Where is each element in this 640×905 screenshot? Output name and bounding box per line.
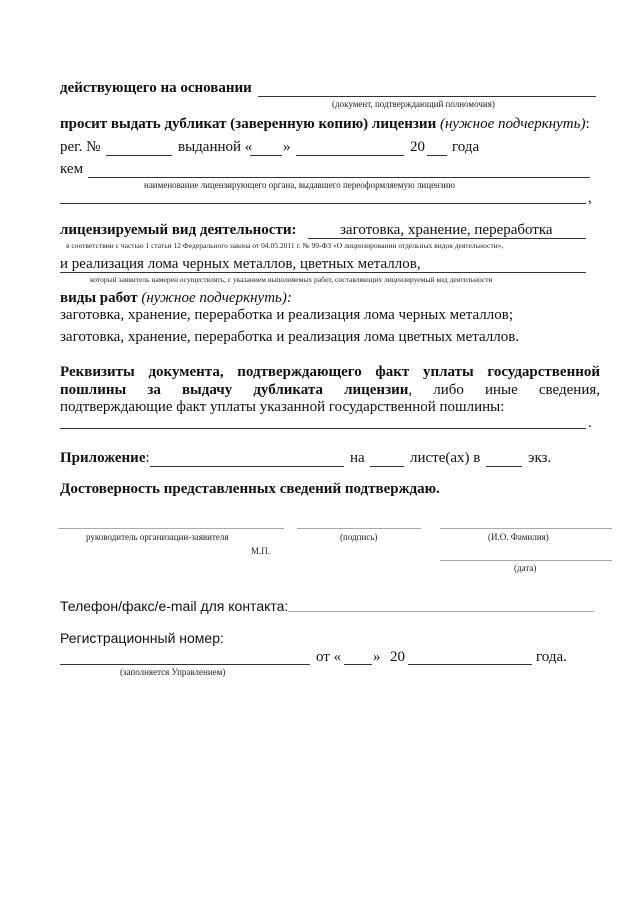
issued-by-comma: , [588, 190, 592, 206]
activity-caption-2: который заявитель намерен осуществлять, с указанием выполняемых работ, составляющих лицензируемый вид деятельности [90, 275, 493, 284]
registration-day-field[interactable] [344, 664, 372, 665]
activity-field-2[interactable] [60, 272, 586, 273]
full-name-field[interactable] [440, 528, 612, 529]
issued-year-field[interactable] [427, 155, 447, 156]
registration-year-field[interactable] [408, 664, 532, 665]
issued-by-caption: наименование лицензирующего органа, выдавшего переоформляемую лицензию [144, 180, 455, 190]
attachment-copies-label: экз. [528, 450, 552, 466]
request-text: просит выдать дубликат (заверенную копию) лицензии [60, 116, 437, 132]
signature-caption: (подпись) [340, 532, 378, 542]
issued-by-label: кем [60, 161, 84, 177]
payment-line-3: подтверждающие факт уплаты указанной государственной пошлины: [60, 399, 505, 415]
issued-year-label: года [452, 139, 480, 155]
payment-line-1: Реквизиты документа, подтверждающего факт уплаты государственной [60, 364, 600, 380]
attachment-label-wrap [60, 450, 150, 467]
date-caption: (дата) [514, 563, 537, 573]
activity-label: лицензируемый вид деятельности: [60, 222, 297, 238]
activity-value-1: заготовка, хранение, переработка [340, 222, 553, 238]
issued-day-field[interactable] [250, 155, 282, 156]
role-field[interactable] [58, 528, 284, 529]
payment-field[interactable] [60, 428, 586, 429]
signature-field[interactable] [297, 528, 421, 529]
activity-caption-1: в соответствии с частью 1 статьи 12 Федерального закона от 04.05.2011 г. № 99-ФЗ «О лицензировании отдельных видов деятельности», [66, 241, 504, 250]
registration-number-field[interactable] [60, 664, 310, 665]
payment-period: . [588, 415, 592, 431]
payment-line-2 [60, 381, 600, 399]
issued-by-field[interactable] [88, 177, 590, 178]
attachment-on-label: на [350, 450, 365, 466]
attachment-colon: : [145, 450, 150, 466]
registration-year-prefix: 20 [390, 649, 405, 665]
activity-value-2: и реализация лома черных металлов, цветных металлов, [60, 256, 421, 272]
works-heading [60, 290, 292, 307]
attachment-sheets-field[interactable] [370, 466, 404, 467]
activity-field-1[interactable] [308, 238, 586, 239]
acting-basis-field[interactable] [258, 96, 596, 97]
registration-caption: (заполняется Управлением) [120, 667, 226, 677]
role-caption: руководитель организации-заявителя [86, 532, 229, 542]
acting-basis-caption: (документ, подтверждающий полномочия) [332, 99, 495, 109]
works-item-ferrous[interactable]: заготовка, хранение, переработка и реализация лома черных металлов; [60, 307, 513, 323]
issued-label: выданной « [178, 139, 253, 155]
reg-number-field[interactable] [106, 155, 172, 156]
contact-field[interactable] [288, 611, 594, 612]
full-name-caption: (И.О. Фамилия) [488, 532, 549, 542]
registration-quote-close: » [373, 649, 381, 665]
date-field[interactable] [440, 560, 612, 561]
attachment-field[interactable] [150, 466, 344, 467]
issued-quote-close: » [283, 139, 291, 155]
issued-by-field-2[interactable] [60, 203, 586, 204]
registration-year-label: года. [536, 649, 567, 665]
registration-from-label: от « [316, 649, 342, 665]
issued-year-prefix: 20 [410, 139, 425, 155]
attachment-copies-field[interactable] [486, 466, 522, 467]
works-item-nonferrous[interactable]: заготовка, хранение, переработка и реализация лома цветных металлов. [60, 329, 520, 345]
contact-label: Телефон/факс/e-mail для контакта: [60, 598, 289, 614]
payment-line-2-rest: , либо иные сведения, [408, 382, 600, 398]
attachment-sheets-label: листе(ах) в [410, 450, 481, 466]
works-label: виды работ [60, 290, 138, 306]
request-hint: (нужное подчеркнуть) [439, 116, 586, 132]
acting-basis-label: действующего на основании [60, 80, 252, 96]
payment-line-2-bold: пошлины за выдачу дубликата лицензии [60, 382, 409, 398]
request-line [60, 116, 590, 133]
registration-label: Регистрационный номер: [60, 630, 224, 646]
works-hint: (нужное подчеркнуть): [141, 290, 292, 306]
stamp-label: М.П. [251, 546, 271, 556]
reg-number-label: рег. № [60, 139, 101, 155]
issued-month-field[interactable] [296, 155, 404, 156]
request-colon: : [585, 116, 590, 132]
confirmation-text: Достоверность представленных сведений подтверждаю. [60, 481, 440, 497]
attachment-label: Приложение [60, 450, 146, 466]
